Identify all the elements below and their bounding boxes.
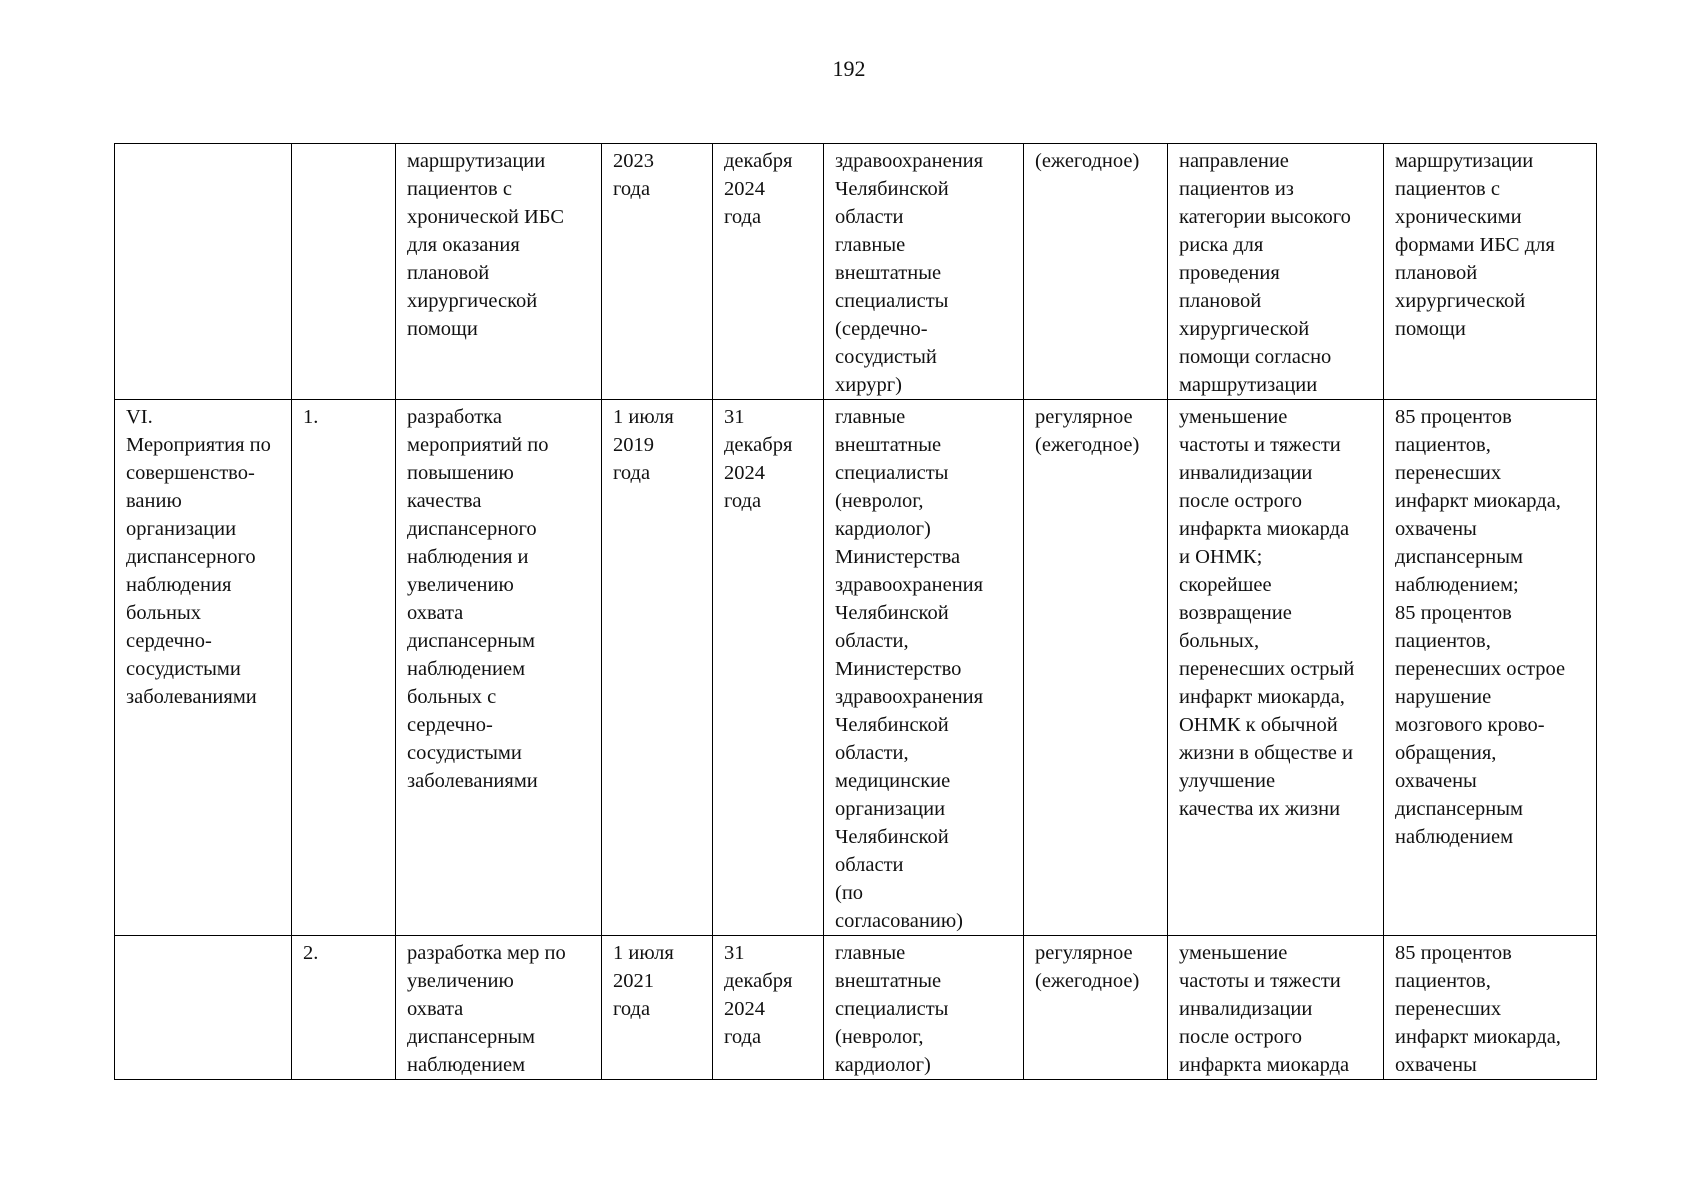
number-cell: 1. <box>292 400 396 936</box>
type-cell: (ежегодное) <box>1024 144 1168 400</box>
event-cell: маршрутизации пациентов с хронической ИБС для оказания плановой хирургической помощи <box>396 144 602 400</box>
end-date-cell: декабря 2024 года <box>713 144 824 400</box>
end-date-cell: 31 декабря 2024 года <box>713 936 824 1080</box>
number-cell: 2. <box>292 936 396 1080</box>
table-row <box>115 144 1597 400</box>
type-cell: регулярное (ежегодное) <box>1024 400 1168 936</box>
table-row <box>115 400 1597 936</box>
plan-table <box>114 143 1597 1080</box>
indicator-cell: маршрутизации пациентов с хроническими формами ИБС для плановой хирургической помощи <box>1384 144 1597 400</box>
indicator-cell: 85 процентов пациентов, перенесших инфаркт миокарда, охвачены диспансерным наблюдением; 85 процентов пациентов, перенесших острое нарушение мозгового крово- обращения, охвачены диспансерным наблюдением <box>1384 400 1597 936</box>
section-cell: VI. Мероприятия по совершенство- ванию организации диспансерного наблюдения больных сердечно- сосудистыми заболеваниями <box>115 400 292 936</box>
result-cell: уменьшение частоты и тяжести инвалидизации после острого инфаркта миокарда и ОНМК; скорейшее возвращение больных, перенесших острый инфаркт миокарда, ОНМК к обычной жизни в обществе и улучшение качества их жизни <box>1168 400 1384 936</box>
page-number: 192 <box>832 56 866 81</box>
section-cell <box>115 144 292 400</box>
event-cell: разработка мер по увеличению охвата диспансерным наблюдением <box>396 936 602 1080</box>
type-cell: регулярное (ежегодное) <box>1024 936 1168 1080</box>
responsible-cell: главные внештатные специалисты (невролог, кардиолог) Министерства здравоохранения Челябинской области, Министерство здравоохранения Челябинской области, медицинские организации Челябинской области (по согласованию) <box>824 400 1024 936</box>
start-date-cell: 1 июля 2019 года <box>602 400 713 936</box>
responsible-cell: здравоохранения Челябинской области главные внештатные специалисты (сердечно- сосудистый хирург) <box>824 144 1024 400</box>
indicator-cell: 85 процентов пациентов, перенесших инфаркт миокарда, охвачены <box>1384 936 1597 1080</box>
result-cell: уменьшение частоты и тяжести инвалидизации после острого инфаркта миокарда <box>1168 936 1384 1080</box>
start-date-cell: 1 июля 2021 года <box>602 936 713 1080</box>
end-date-cell: 31 декабря 2024 года <box>713 400 824 936</box>
section-cell <box>115 936 292 1080</box>
number-cell <box>292 144 396 400</box>
event-cell: разработка мероприятий по повышению качества диспансерного наблюдения и увеличению охвата диспансерным наблюдением больных с сердечно- сосудистыми заболеваниями <box>396 400 602 936</box>
start-date-cell: 2023 года <box>602 144 713 400</box>
table-row <box>115 936 1597 1080</box>
result-cell: направление пациентов из категории высокого риска для проведения плановой хирургической помощи согласно маршрутизации <box>1168 144 1384 400</box>
responsible-cell: главные внештатные специалисты (невролог, кардиолог) <box>824 936 1024 1080</box>
